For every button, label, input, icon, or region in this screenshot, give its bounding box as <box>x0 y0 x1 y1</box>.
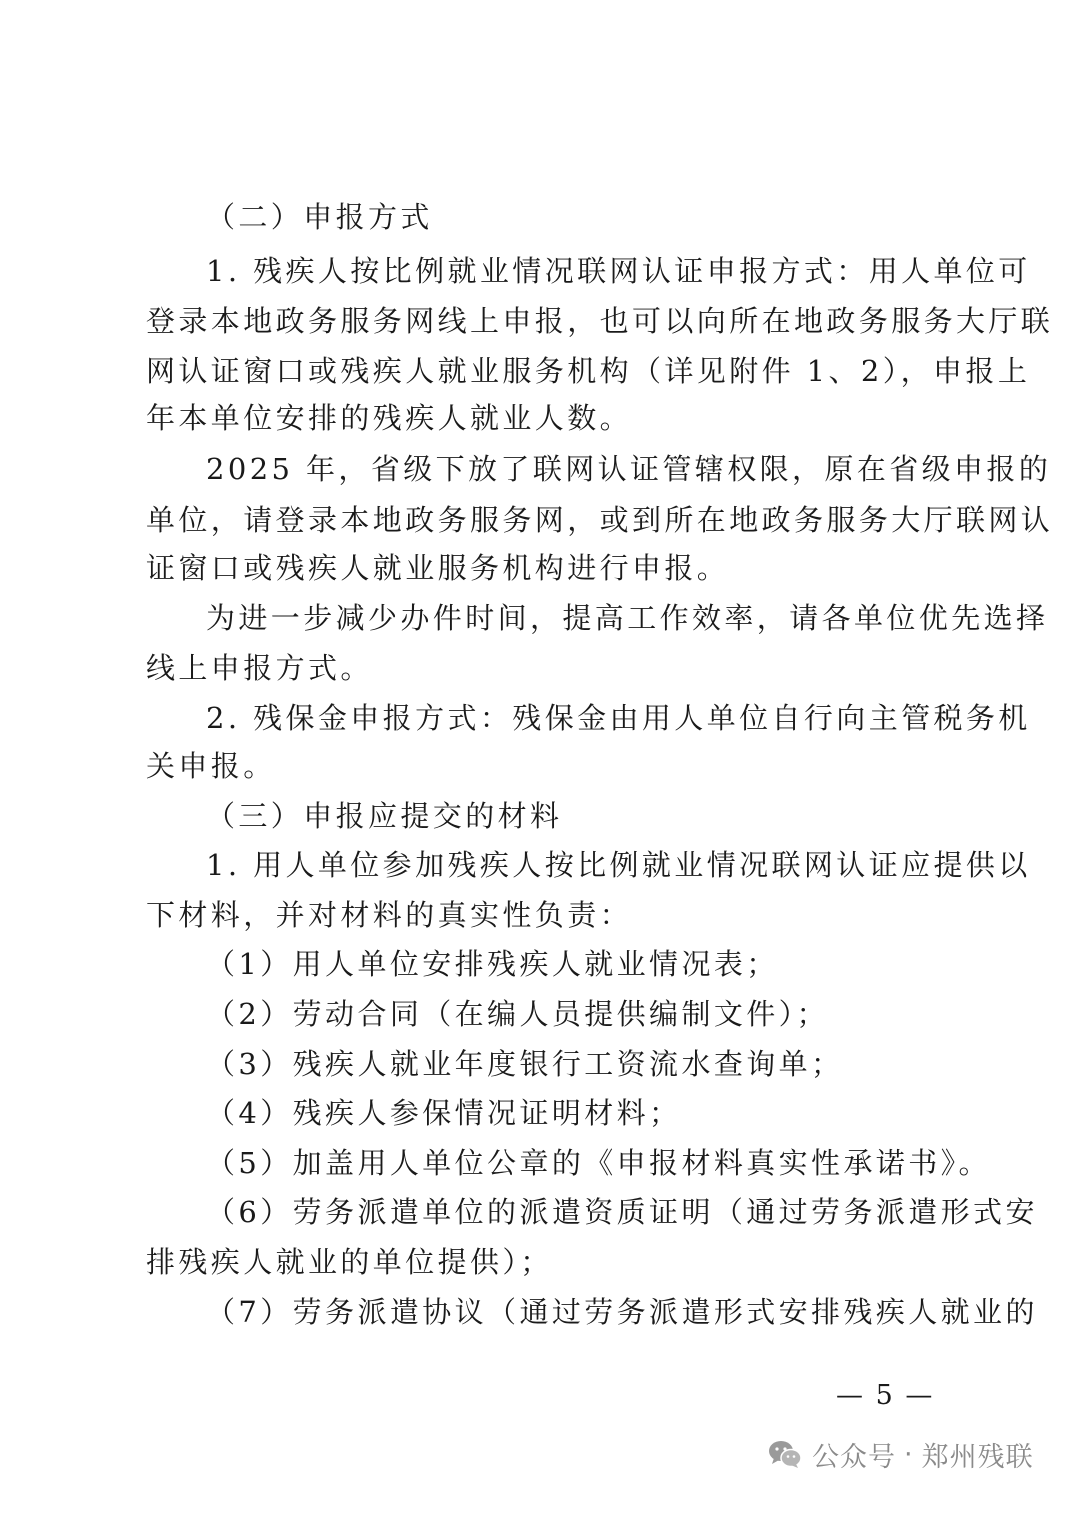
paragraph-line: 登录本地政务服务网线上申报，也可以向所在地政务服务大厅联 <box>146 304 1054 338</box>
paragraph-line: 2025 年，省级下放了联网认证管辖权限，原在省级申报的 <box>206 452 1052 486</box>
list-item-continuation: 排残疾人就业的单位提供）； <box>146 1245 553 1279</box>
paragraph-line: 为进一步减少办件时间，提高工作效率，请各单位优先选择 <box>206 601 1049 635</box>
watermark-label: 公众号 <box>812 1441 896 1473</box>
list-item: （3）残疾人就业年度银行工资流水查询单； <box>206 1047 844 1081</box>
list-item: （2）劳动合同（在编人员提供编制文件）； <box>206 997 829 1031</box>
list-item: （4）残疾人参保情况证明材料； <box>206 1096 682 1130</box>
paragraph-line: 年本单位安排的残疾人就业人数。 <box>146 401 633 435</box>
paragraph-line: 线上申报方式。 <box>146 651 373 685</box>
page-number: — 5 — <box>836 1380 935 1411</box>
paragraph-line: 1. 用人单位参加残疾人按比例就业情况联网认证应提供以 <box>206 848 1031 882</box>
watermark-separator: · <box>904 1438 914 1470</box>
section-heading-2: （二）申报方式 <box>206 200 433 234</box>
wechat-icon <box>768 1439 802 1469</box>
paragraph-line: 单位，请登录本地政务服务网，或到所在地政务服务大厅联网认 <box>146 503 1054 537</box>
section-heading-3: （三）申报应提交的材料 <box>206 799 563 833</box>
paragraph-line: 下材料，并对材料的真实性负责： <box>146 898 633 932</box>
paragraph-line: 1. 残疾人按比例就业情况联网认证申报方式：用人单位可 <box>206 254 1031 288</box>
list-item: （6）劳务派遣单位的派遣资质证明（通过劳务派遣形式安 <box>206 1195 1038 1229</box>
paragraph-line: 网认证窗口或残疾人就业服务机构（详见附件 1、2），申报上 <box>146 354 1031 388</box>
list-item: （7）劳务派遣协议（通过劳务派遣形式安排残疾人就业的 <box>206 1295 1038 1329</box>
paragraph-line: 2. 残保金申报方式：残保金由用人单位自行向主管税务机 <box>206 701 1031 735</box>
wechat-watermark <box>768 1434 1034 1474</box>
paragraph-line: 关申报。 <box>146 749 276 783</box>
watermark-account: 郑州残联 <box>921 1441 1034 1473</box>
list-item: （1）用人单位安排残疾人就业情况表； <box>206 947 779 981</box>
paragraph-line: 证窗口或残疾人就业服务机构进行申报。 <box>146 551 730 585</box>
list-item: （5）加盖用人单位公章的《申报材料真实性承诺书》。 <box>206 1146 991 1180</box>
